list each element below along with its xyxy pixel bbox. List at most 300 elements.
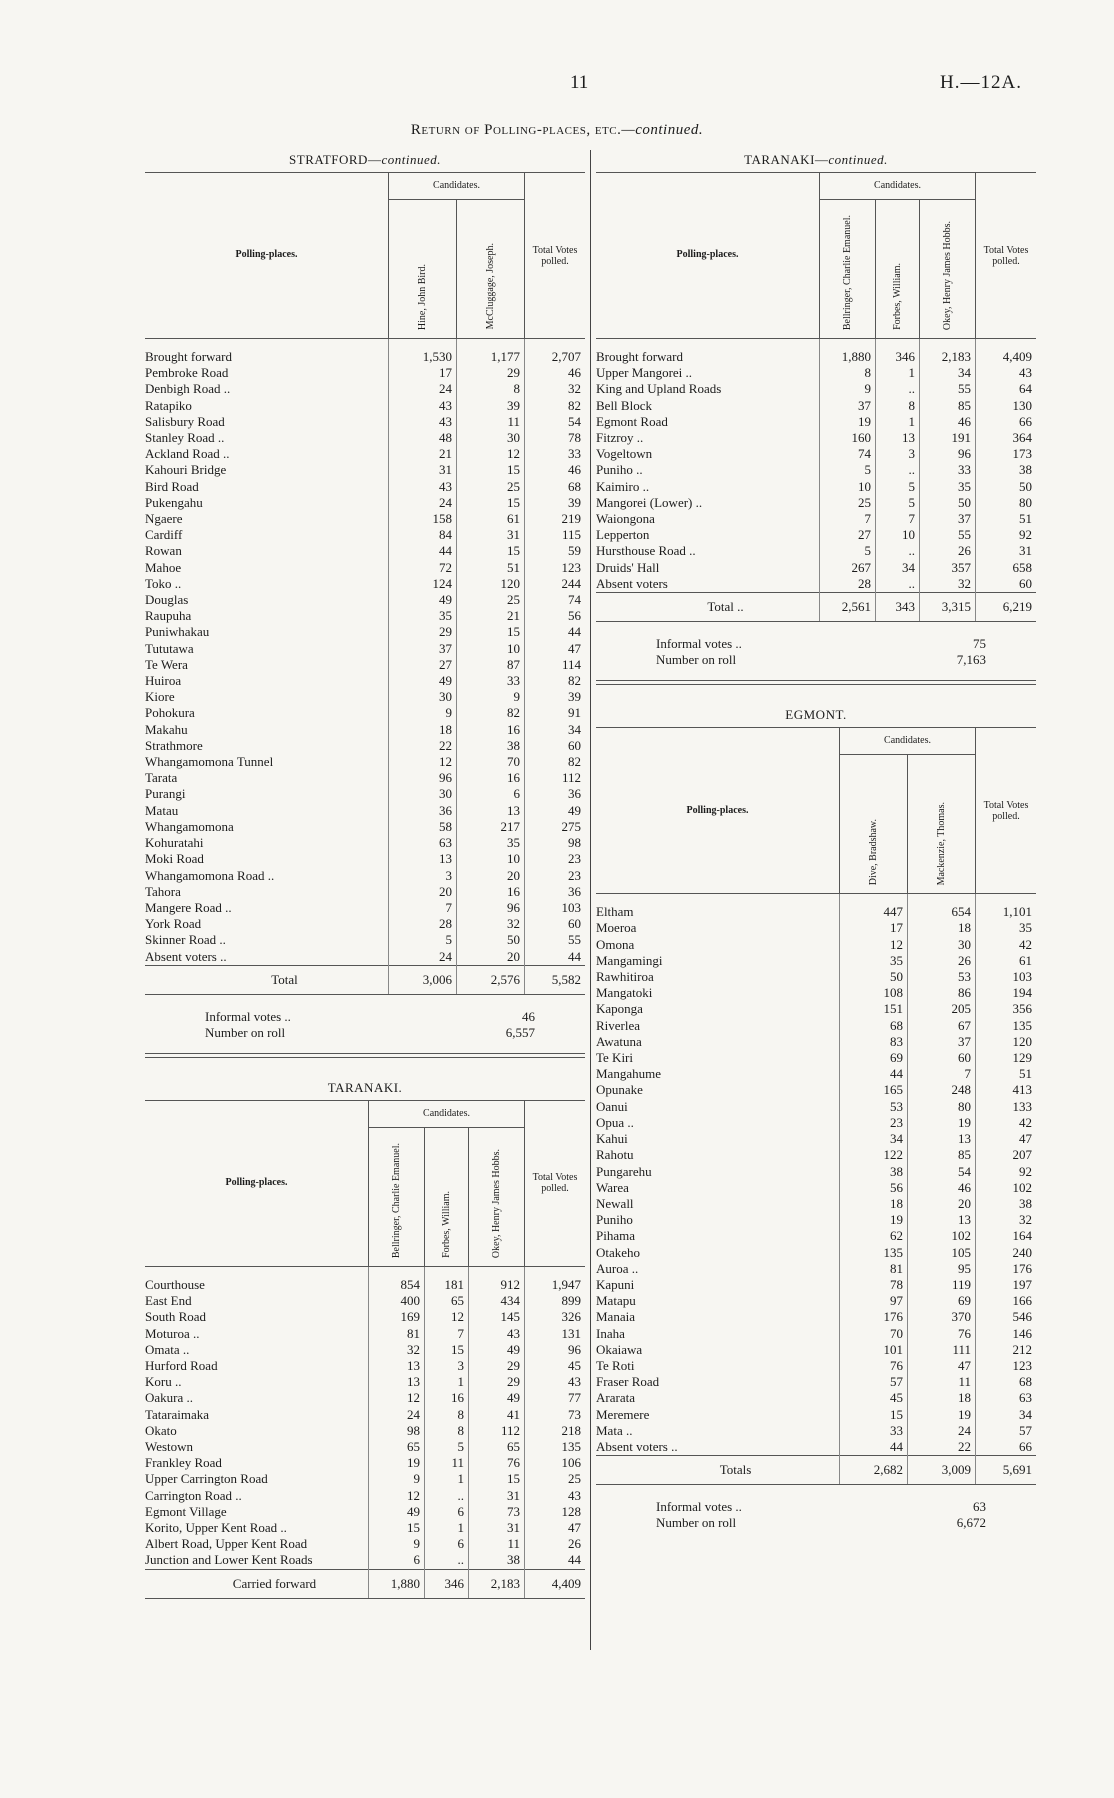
table-row xyxy=(145,884,585,900)
page-title-main: Return of Polling-places, etc. xyxy=(410,122,622,138)
table-row xyxy=(145,339,585,366)
candidate-votes-cell: 46 xyxy=(920,414,976,430)
candidate-votes-cell: 15 xyxy=(457,495,525,511)
table-row xyxy=(145,560,585,576)
number-on-roll-value: 6,672 xyxy=(956,1515,986,1531)
polling-place-name: Purangi xyxy=(145,786,186,802)
candidate-votes-cell: 1 xyxy=(425,1471,469,1487)
total-votes-cell: 80 xyxy=(976,495,1037,511)
total-votes-cell: 42 xyxy=(976,937,1037,953)
candidate-votes-cell: 30 xyxy=(908,937,976,953)
candidate-votes-cell: 160 xyxy=(820,430,876,446)
stratford-summary xyxy=(145,1009,585,1041)
polling-place-name: Hursthouse Road .. xyxy=(596,543,696,559)
polling-place-name: Korito, Upper Kent Road .. xyxy=(145,1519,287,1535)
polling-place-name: Frankley Road xyxy=(145,1455,222,1471)
candidate-votes-cell: 49 xyxy=(389,592,457,608)
candidate-votes-cell: 346 xyxy=(425,1569,469,1598)
polling-place-name: Denbigh Road .. xyxy=(145,381,231,397)
candidate-votes-cell: 20 xyxy=(908,1196,976,1212)
section-separator xyxy=(145,1053,585,1058)
egmont-table xyxy=(596,727,1036,1485)
candidate-votes-cell: 18 xyxy=(389,722,457,738)
candidate-votes-cell: 24 xyxy=(369,1407,425,1423)
candidate-votes-cell: 74 xyxy=(820,446,876,462)
polling-place-name: Bell Block xyxy=(596,397,652,413)
candidate-votes-cell: 11 xyxy=(469,1536,525,1552)
candidate-votes-cell: 17 xyxy=(840,920,908,936)
candidate-votes-cell: 5 xyxy=(876,495,920,511)
total-votes-cell: 68 xyxy=(525,479,586,495)
total-votes-cell: 106 xyxy=(525,1455,586,1471)
total-votes-cell: 4,409 xyxy=(976,339,1037,366)
table-row xyxy=(596,543,1036,559)
polling-place-name: Puniho .. xyxy=(596,462,643,478)
page-title-continued: —continued. xyxy=(621,122,704,138)
table-row xyxy=(596,1374,1036,1390)
candidate-votes-cell: 11 xyxy=(908,1374,976,1390)
candidate-header xyxy=(876,200,920,339)
candidate-name: Bellringer, Charlie Emanuel. xyxy=(391,1142,402,1258)
taranaki-section xyxy=(145,1080,585,1599)
candidate-votes-cell: 1,530 xyxy=(389,339,457,366)
candidate-votes-cell: 65 xyxy=(425,1293,469,1309)
candidate-votes-cell: 47 xyxy=(908,1358,976,1374)
candidate-votes-cell: 55 xyxy=(920,381,976,397)
total-votes-cell: 546 xyxy=(976,1309,1037,1325)
candidate-votes-cell: 9 xyxy=(457,689,525,705)
table-row xyxy=(596,969,1036,985)
candidate-votes-cell: 19 xyxy=(820,414,876,430)
informal-votes-label: Informal votes .. xyxy=(656,1499,742,1515)
candidate-votes-cell: 86 xyxy=(908,985,976,1001)
candidate-votes-cell: 24 xyxy=(908,1423,976,1439)
total-row xyxy=(145,1569,585,1598)
candidate-votes-cell: 78 xyxy=(840,1277,908,1293)
total-votes-cell: 44 xyxy=(525,1552,586,1569)
candidate-votes-cell: 7 xyxy=(908,1066,976,1082)
polling-place-name: Koru .. xyxy=(145,1374,182,1390)
taranaki-summary xyxy=(596,636,1036,668)
polling-place-name: Totals xyxy=(596,1456,840,1485)
candidate-votes-cell: 20 xyxy=(389,884,457,900)
total-votes-cell: 32 xyxy=(525,381,586,397)
candidate-votes-cell: 3,315 xyxy=(920,593,976,622)
total-votes-cell: 135 xyxy=(525,1439,586,1455)
candidate-votes-cell: 2,561 xyxy=(820,593,876,622)
candidate-votes-cell: 217 xyxy=(457,819,525,835)
candidate-votes-cell: 37 xyxy=(908,1034,976,1050)
total-votes-cell: 47 xyxy=(525,641,586,657)
candidate-votes-cell: 95 xyxy=(908,1261,976,1277)
candidate-votes-cell: 57 xyxy=(840,1374,908,1390)
candidate-name: Dive, Bradshaw. xyxy=(868,818,879,886)
candidate-votes-cell: 12 xyxy=(840,937,908,953)
polling-place-name: Omata .. xyxy=(145,1341,190,1357)
candidate-votes-cell: 31 xyxy=(469,1520,525,1536)
candidate-votes-cell: 122 xyxy=(840,1147,908,1163)
informal-votes-value: 46 xyxy=(522,1008,535,1024)
candidate-votes-cell: 2,682 xyxy=(840,1456,908,1485)
candidate-votes-cell: 5 xyxy=(820,462,876,478)
total-votes-cell: 4,409 xyxy=(525,1569,586,1598)
candidate-votes-cell: 5 xyxy=(876,479,920,495)
polling-place-name: Raupuha xyxy=(145,608,192,624)
total-votes-cell: 135 xyxy=(976,1018,1037,1034)
total-votes-cell: 129 xyxy=(976,1050,1037,1066)
table-row xyxy=(145,1390,585,1406)
candidate-votes-cell: 35 xyxy=(920,479,976,495)
candidate-votes-cell: 15 xyxy=(457,462,525,478)
stratford-table xyxy=(145,172,585,995)
polling-place-name: Rowan xyxy=(145,543,182,559)
candidate-votes-cell: 3,006 xyxy=(389,965,457,994)
table-row xyxy=(145,1488,585,1504)
polling-place-name: Inaha xyxy=(596,1325,625,1341)
candidate-votes-cell: 10 xyxy=(876,527,920,543)
candidate-votes-cell: 158 xyxy=(389,511,457,527)
candidate-votes-cell: 55 xyxy=(920,527,976,543)
candidate-votes-cell: 25 xyxy=(820,495,876,511)
candidate-votes-cell: 2,183 xyxy=(469,1569,525,1598)
table-row xyxy=(596,1115,1036,1131)
total-votes-cell: 78 xyxy=(525,430,586,446)
total-votes-cell: 197 xyxy=(976,1277,1037,1293)
table-row xyxy=(145,786,585,802)
taranaki-continued-title-continued: continued. xyxy=(828,152,888,167)
polling-places-header: Polling-places. xyxy=(145,173,389,339)
candidate-votes-cell: 10 xyxy=(457,851,525,867)
candidate-votes-cell: 37 xyxy=(820,398,876,414)
total-votes-cell: 73 xyxy=(525,1407,586,1423)
total-votes-cell: 57 xyxy=(976,1423,1037,1439)
candidate-votes-cell: 11 xyxy=(425,1455,469,1471)
candidates-header: Candidates. xyxy=(389,173,525,200)
candidate-votes-cell: 6 xyxy=(425,1536,469,1552)
polling-place-name: Eltham xyxy=(596,904,634,920)
candidate-votes-cell: 16 xyxy=(425,1390,469,1406)
total-votes-cell: 123 xyxy=(976,1358,1037,1374)
polling-place-name: Rahotu xyxy=(596,1147,634,1163)
candidate-votes-cell: 181 xyxy=(425,1266,469,1293)
table-row xyxy=(145,835,585,851)
candidate-votes-cell: 25 xyxy=(457,479,525,495)
total-votes-cell: 66 xyxy=(976,414,1037,430)
informal-votes-value: 75 xyxy=(973,636,986,652)
candidate-votes-cell: 17 xyxy=(389,365,457,381)
total-votes-cell: 43 xyxy=(976,365,1037,381)
candidate-votes-cell: 8 xyxy=(876,398,920,414)
polling-place-name: Moki Road xyxy=(145,851,204,867)
total-votes-cell: 6,219 xyxy=(976,593,1037,622)
polling-place-name: Opua .. xyxy=(596,1114,634,1130)
polling-place-name: Awatuna xyxy=(596,1033,642,1049)
candidate-votes-cell: 145 xyxy=(469,1309,525,1325)
total-votes-cell: 194 xyxy=(976,985,1037,1001)
table-row xyxy=(596,1164,1036,1180)
table-row xyxy=(596,527,1036,543)
candidate-votes-cell: 96 xyxy=(457,900,525,916)
polling-place-name: Egmont Village xyxy=(145,1503,227,1519)
candidate-votes-cell: 9 xyxy=(369,1471,425,1487)
table-row xyxy=(145,851,585,867)
candidate-votes-cell: 43 xyxy=(469,1326,525,1342)
table-row xyxy=(145,1374,585,1390)
candidate-name: Mackenzie, Thomas. xyxy=(936,801,947,886)
table-row xyxy=(145,949,585,966)
candidate-votes-cell: 343 xyxy=(876,593,920,622)
table-row xyxy=(596,365,1036,381)
candidate-votes-cell: 8 xyxy=(820,365,876,381)
table-row xyxy=(145,916,585,932)
candidate-votes-cell: .. xyxy=(425,1552,469,1569)
polling-place-name: Mangorei (Lower) .. xyxy=(596,494,703,510)
total-votes-cell: 26 xyxy=(525,1536,586,1552)
candidate-votes-cell: 205 xyxy=(908,1001,976,1017)
table-row xyxy=(145,819,585,835)
candidate-votes-cell: 16 xyxy=(457,884,525,900)
table-row xyxy=(596,1245,1036,1261)
candidate-votes-cell: 73 xyxy=(469,1504,525,1520)
polling-place-name: Absent voters xyxy=(596,575,668,591)
table-row xyxy=(596,1342,1036,1358)
total-votes-cell: 74 xyxy=(525,592,586,608)
polling-place-name: Lepperton xyxy=(596,527,650,543)
table-row xyxy=(596,1066,1036,1082)
polling-place-name: Moeroa xyxy=(596,920,637,936)
total-votes-cell: 34 xyxy=(525,722,586,738)
table-row xyxy=(145,689,585,705)
table-row xyxy=(145,754,585,770)
candidate-votes-cell: 9 xyxy=(389,705,457,721)
candidate-votes-cell: 8 xyxy=(425,1423,469,1439)
total-votes-cell: 326 xyxy=(525,1309,586,1325)
table-row xyxy=(596,430,1036,446)
candidate-votes-cell: 120 xyxy=(457,576,525,592)
total-votes-cell: 115 xyxy=(525,527,586,543)
polling-place-name: Toko .. xyxy=(145,575,182,591)
candidates-header: Candidates. xyxy=(369,1100,525,1127)
table-row xyxy=(145,641,585,657)
total-votes-cell: 77 xyxy=(525,1390,586,1406)
polling-places-header: Polling-places. xyxy=(596,173,820,339)
polling-place-name: Mata .. xyxy=(596,1422,633,1438)
table-row xyxy=(596,479,1036,495)
taranaki-continued-title-main: TARANAKI— xyxy=(744,152,829,167)
candidate-votes-cell: 29 xyxy=(457,365,525,381)
candidate-votes-cell: 13 xyxy=(876,430,920,446)
candidate-votes-cell: 28 xyxy=(389,916,457,932)
table-row xyxy=(596,1099,1036,1115)
candidate-votes-cell: 15 xyxy=(369,1520,425,1536)
candidate-votes-cell: 49 xyxy=(389,673,457,689)
table-row xyxy=(596,1423,1036,1439)
candidate-votes-cell: 38 xyxy=(469,1552,525,1569)
table-row xyxy=(145,462,585,478)
polling-place-name: Absent voters .. xyxy=(145,948,227,964)
total-votes-cell: 899 xyxy=(525,1293,586,1309)
polling-place-name: Total xyxy=(145,965,389,994)
egmont-section xyxy=(596,707,1036,1531)
candidate-votes-cell: 6 xyxy=(425,1504,469,1520)
candidate-votes-cell: 32 xyxy=(457,916,525,932)
polling-place-name: Newall xyxy=(596,1195,634,1211)
table-row xyxy=(596,1082,1036,1098)
candidate-votes-cell: 41 xyxy=(469,1407,525,1423)
candidate-votes-cell: 6 xyxy=(457,786,525,802)
polling-place-name: Tarata xyxy=(145,770,178,786)
total-votes-cell: 25 xyxy=(525,1471,586,1487)
polling-place-name: Albert Road, Upper Kent Road xyxy=(145,1536,308,1552)
table-row xyxy=(145,770,585,786)
candidate-votes-cell: 53 xyxy=(908,969,976,985)
polling-place-name: Ararata xyxy=(596,1390,635,1406)
total-votes-cell: 1,101 xyxy=(976,894,1037,921)
total-votes-cell: 36 xyxy=(525,786,586,802)
candidate-votes-cell: 31 xyxy=(469,1488,525,1504)
candidate-votes-cell: 3 xyxy=(876,446,920,462)
candidate-votes-cell: 124 xyxy=(389,576,457,592)
candidate-votes-cell: 19 xyxy=(840,1212,908,1228)
candidate-votes-cell: 912 xyxy=(469,1266,525,1293)
total-votes-cell: 51 xyxy=(976,1066,1037,1082)
number-on-roll-value: 7,163 xyxy=(956,652,986,668)
total-votes-cell: 207 xyxy=(976,1147,1037,1163)
candidate-votes-cell: 70 xyxy=(840,1326,908,1342)
table-row xyxy=(145,803,585,819)
polling-place-name: Hurford Road xyxy=(145,1357,218,1373)
candidate-votes-cell: 50 xyxy=(920,495,976,511)
candidate-votes-cell: 12 xyxy=(369,1488,425,1504)
table-row xyxy=(145,1293,585,1309)
table-row xyxy=(596,1050,1036,1066)
candidate-votes-cell: 39 xyxy=(457,398,525,414)
candidate-votes-cell: 6 xyxy=(369,1552,425,1569)
taranaki-continued-section xyxy=(596,152,1036,685)
number-on-roll-label: Number on roll xyxy=(656,1515,737,1531)
taranaki-continued-title xyxy=(596,152,1036,168)
candidate-votes-cell: 7 xyxy=(876,511,920,527)
candidate-votes-cell: 2,183 xyxy=(920,339,976,366)
table-row xyxy=(596,1228,1036,1244)
table-row xyxy=(145,1455,585,1471)
polling-place-name: Pihama xyxy=(596,1228,635,1244)
candidate-votes-cell: 70 xyxy=(457,754,525,770)
polling-place-name: Fitzroy .. xyxy=(596,430,644,446)
polling-place-name: Vogeltown xyxy=(596,446,653,462)
candidate-votes-cell: .. xyxy=(876,576,920,593)
polling-place-name: Kohuratahi xyxy=(145,835,204,851)
polling-place-name: Total .. xyxy=(596,593,820,622)
candidate-votes-cell: 81 xyxy=(369,1326,425,1342)
total-votes-cell: 43 xyxy=(525,1488,586,1504)
candidate-name: Okey, Henry James Hobbs. xyxy=(942,220,953,330)
polling-place-name: King and Upland Roads xyxy=(596,381,722,397)
total-votes-cell: 131 xyxy=(525,1326,586,1342)
candidate-votes-cell: 61 xyxy=(457,511,525,527)
candidate-votes-cell: 50 xyxy=(840,969,908,985)
candidate-votes-cell: 151 xyxy=(840,1001,908,1017)
candidate-votes-cell: 27 xyxy=(820,527,876,543)
candidate-votes-cell: 8 xyxy=(457,381,525,397)
total-votes-cell: 31 xyxy=(976,543,1037,559)
polling-place-name: Bird Road xyxy=(145,478,199,494)
total-votes-cell: 47 xyxy=(525,1520,586,1536)
polling-place-name: Pembroke Road xyxy=(145,365,229,381)
polling-place-name: East End xyxy=(145,1293,192,1309)
polling-place-name: Puniho xyxy=(596,1212,633,1228)
candidate-votes-cell: 29 xyxy=(469,1358,525,1374)
candidate-votes-cell: 18 xyxy=(908,920,976,936)
candidate-votes-cell: 13 xyxy=(457,803,525,819)
table-row xyxy=(145,446,585,462)
candidate-votes-cell: 62 xyxy=(840,1228,908,1244)
candidate-name: McCluggage, Joseph. xyxy=(485,243,496,330)
table-row xyxy=(596,511,1036,527)
polling-place-name: Te Kiri xyxy=(596,1050,633,1066)
total-votes-cell: 244 xyxy=(525,576,586,592)
total-votes-cell: 44 xyxy=(525,949,586,966)
total-votes-cell: 2,707 xyxy=(525,339,586,366)
candidate-votes-cell: 20 xyxy=(457,868,525,884)
table-row xyxy=(145,900,585,916)
candidate-header xyxy=(389,200,457,339)
total-row xyxy=(596,593,1036,622)
table-row xyxy=(596,937,1036,953)
candidate-votes-cell: 102 xyxy=(908,1228,976,1244)
total-votes-cell: 42 xyxy=(976,1115,1037,1131)
total-row xyxy=(145,965,585,994)
candidate-votes-cell: 85 xyxy=(920,398,976,414)
stratford-title-main: STRATFORD— xyxy=(289,152,382,167)
candidate-votes-cell: 8 xyxy=(425,1407,469,1423)
candidate-votes-cell: 267 xyxy=(820,560,876,576)
polling-place-name: Carried forward xyxy=(145,1569,369,1598)
polling-place-name: Fraser Road xyxy=(596,1374,660,1390)
candidate-votes-cell: 96 xyxy=(920,446,976,462)
candidate-votes-cell: 434 xyxy=(469,1293,525,1309)
polling-place-name: Kaponga xyxy=(596,1001,643,1017)
table-row xyxy=(596,1326,1036,1342)
total-votes-cell: 34 xyxy=(976,1407,1037,1423)
candidate-votes-cell: 80 xyxy=(908,1099,976,1115)
candidate-votes-cell: 15 xyxy=(840,1407,908,1423)
candidate-votes-cell: 7 xyxy=(820,511,876,527)
candidate-votes-cell: 25 xyxy=(457,592,525,608)
polling-place-name: Manaia xyxy=(596,1309,635,1325)
total-votes-cell: 36 xyxy=(525,884,586,900)
polling-place-name: Salisbury Road xyxy=(145,413,225,429)
table-row xyxy=(145,592,585,608)
candidates-header: Candidates. xyxy=(840,728,976,755)
polling-place-name: Stanley Road .. xyxy=(145,430,225,446)
total-votes-cell: 38 xyxy=(976,1196,1037,1212)
candidate-votes-cell: 38 xyxy=(840,1164,908,1180)
candidate-votes-cell: 1,880 xyxy=(369,1569,425,1598)
candidate-votes-cell: 13 xyxy=(908,1212,976,1228)
taranaki-continued-table xyxy=(596,172,1036,622)
candidate-votes-cell: 21 xyxy=(389,446,457,462)
total-votes-cell: 46 xyxy=(525,462,586,478)
table-row xyxy=(145,673,585,689)
table-row xyxy=(596,381,1036,397)
total-votes-cell: 275 xyxy=(525,819,586,835)
table-row xyxy=(145,932,585,948)
candidate-votes-cell: 191 xyxy=(920,430,976,446)
table-row xyxy=(145,1423,585,1439)
candidate-votes-cell: 169 xyxy=(369,1309,425,1325)
candidate-votes-cell: 20 xyxy=(457,949,525,966)
